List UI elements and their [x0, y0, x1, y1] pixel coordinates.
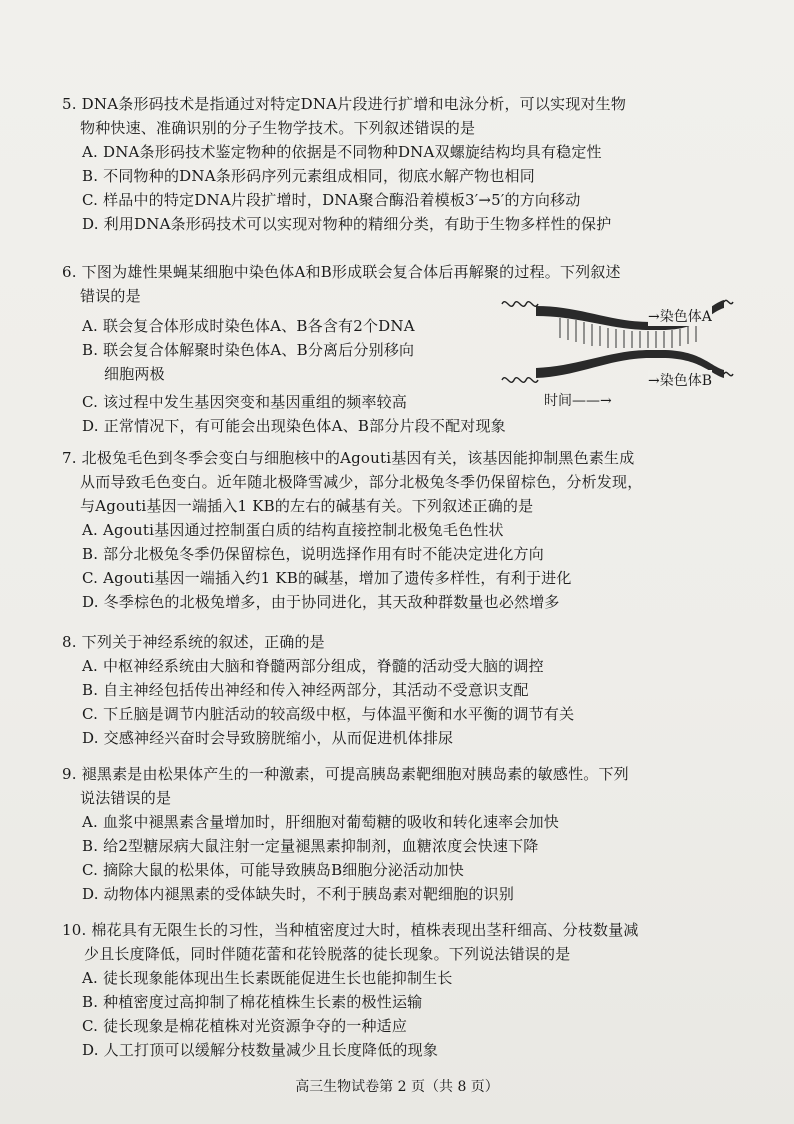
option-b: B. 不同物种的DNA条形码序列元素组成相同，彻底水解产物也相同 [82, 167, 535, 185]
synaptonemal-complex-figure [500, 276, 750, 416]
time-axis-label: 时间——→ [544, 393, 612, 409]
option-b: B. 联会复合体解聚时染色体A、B分离后分别移向 [82, 341, 415, 359]
option-a: A. 徒长现象能体现出生长素既能促进生长也能抑制生长 [82, 969, 453, 987]
option-b: B. 给2型糖尿病大鼠注射一定量褪黑素抑制剂，血糖浓度会快速下降 [82, 837, 539, 855]
option-d: D. 冬季棕色的北极兔增多，由于协同进化，其天敌种群数量也必然增多 [82, 593, 560, 611]
option-a: A. DNA条形码技术鉴定物种的依据是不同物种DNA双螺旋结构均具有稳定性 [82, 143, 602, 161]
option-c: C. 摘除大鼠的松果体，可能导致胰岛B细胞分泌活动加快 [82, 861, 464, 879]
option-c: C. 徒长现象是棉花植株对光资源争夺的一种适应 [82, 1017, 408, 1035]
question-stem-line: 物种快速、准确识别的分子生物学技术。下列叙述错误的是 [80, 119, 476, 137]
option-d: D. 正常情况下，有可能会出现染色体A、B部分片段不配对现象 [82, 417, 506, 435]
option-c: C. 样品中的特定DNA片段扩增时，DNA聚合酶沿着模板3′→5′的方向移动 [82, 191, 581, 209]
option-b: B. 部分北极兔冬季仍保留棕色，说明选择作用有时不能决定进化方向 [82, 545, 544, 563]
question-stem-line: 9. 褪黑素是由松果体产生的一种激素，可提高胰岛素靶细胞对胰岛素的敏感性。下列 [62, 765, 629, 783]
option-b: B. 自主神经包括传出神经和传入神经两部分，其活动不受意识支配 [82, 681, 529, 699]
option-c: C. 下丘脑是调节内脏活动的较高级中枢，与体温平衡和水平衡的调节有关 [82, 705, 575, 723]
label-chromosome-a: →染色体A [648, 306, 712, 326]
option-d: D. 交感神经兴奋时会导致膀胱缩小，从而促进机体排尿 [82, 729, 454, 747]
option-d: D. 人工打顶可以缓解分枝数量减少且长度降低的现象 [82, 1041, 439, 1059]
question-stem-line: 5. DNA条形码技术是指通过对特定DNA片段进行扩增和电泳分析，可以实现对生物 [62, 95, 627, 113]
chromosome-pairing-diagram [500, 276, 750, 416]
option-d: D. 动物体内褪黑素的受体缺失时，不利于胰岛素对靶细胞的识别 [82, 885, 515, 903]
question-stem-line: 说法错误的是 [80, 789, 172, 807]
option-a: A. 中枢神经系统由大脑和脊髓两部分组成，脊髓的活动受大脑的调控 [82, 657, 544, 675]
question-stem-line: 与Agouti基因一端插入1 KB的左右的碱基有关。下列叙述正确的是 [80, 497, 534, 515]
question-stem-line: 错误的是 [80, 287, 141, 305]
option-d: D. 利用DNA条形码技术可以实现对物种的精细分类，有助于生物多样性的保护 [82, 215, 612, 233]
option-b: B. 种植密度过高抑制了棉花植株生长素的极性运输 [82, 993, 423, 1011]
question-stem-line: 8. 下列关于神经系统的叙述，正确的是 [62, 633, 325, 651]
question-stem-line: 6. 下图为雄性果蝇某细胞中染色体A和B形成联会复合体后再解聚的过程。下列叙述 [62, 263, 621, 281]
question-8 [62, 630, 742, 750]
question-stem-line: 10. 棉花具有无限生长的习性，当种植密度过大时，植株表现出茎秆细高、分枝数量减 [62, 921, 639, 939]
label-chromosome-b: →染色体B [648, 370, 712, 390]
question-stem-line: 少且长度降低，同时伴随花蕾和花铃脱落的徒长现象。下列说法错误的是 [84, 945, 571, 963]
page-footer: 高三生物试卷第 2 页（共 8 页） [295, 1079, 499, 1095]
option-a: A. 血浆中褪黑素含量增加时，肝细胞对葡萄糖的吸收和转化速率会加快 [82, 813, 559, 831]
question-stem-line: 从而导致毛色变白。近年随北极降雪减少，部分北极兔冬季仍保留棕色，分析发现， [80, 473, 643, 491]
option-a: A. 联会复合体形成时染色体A、B各含有2个DNA [82, 317, 415, 335]
question-7 [62, 446, 742, 614]
question-stem-line: 7. 北极兔毛色到冬季会变白与细胞核中的Agouti基因有关，该基因能抑制黑色素生成 [62, 449, 635, 467]
question-9 [62, 762, 742, 906]
question-10 [62, 918, 742, 1062]
option-c: C. Agouti基因一端插入约1 KB的碱基，增加了遗传多样性，有利于进化 [82, 569, 572, 587]
option-b-continuation: 细胞两极 [104, 365, 165, 383]
option-c: C. 该过程中发生基因突变和基因重组的频率较高 [82, 393, 408, 411]
question-5 [62, 92, 742, 236]
option-a: A. Agouti基因通过控制蛋白质的结构直接控制北极兔毛色性状 [82, 521, 504, 539]
